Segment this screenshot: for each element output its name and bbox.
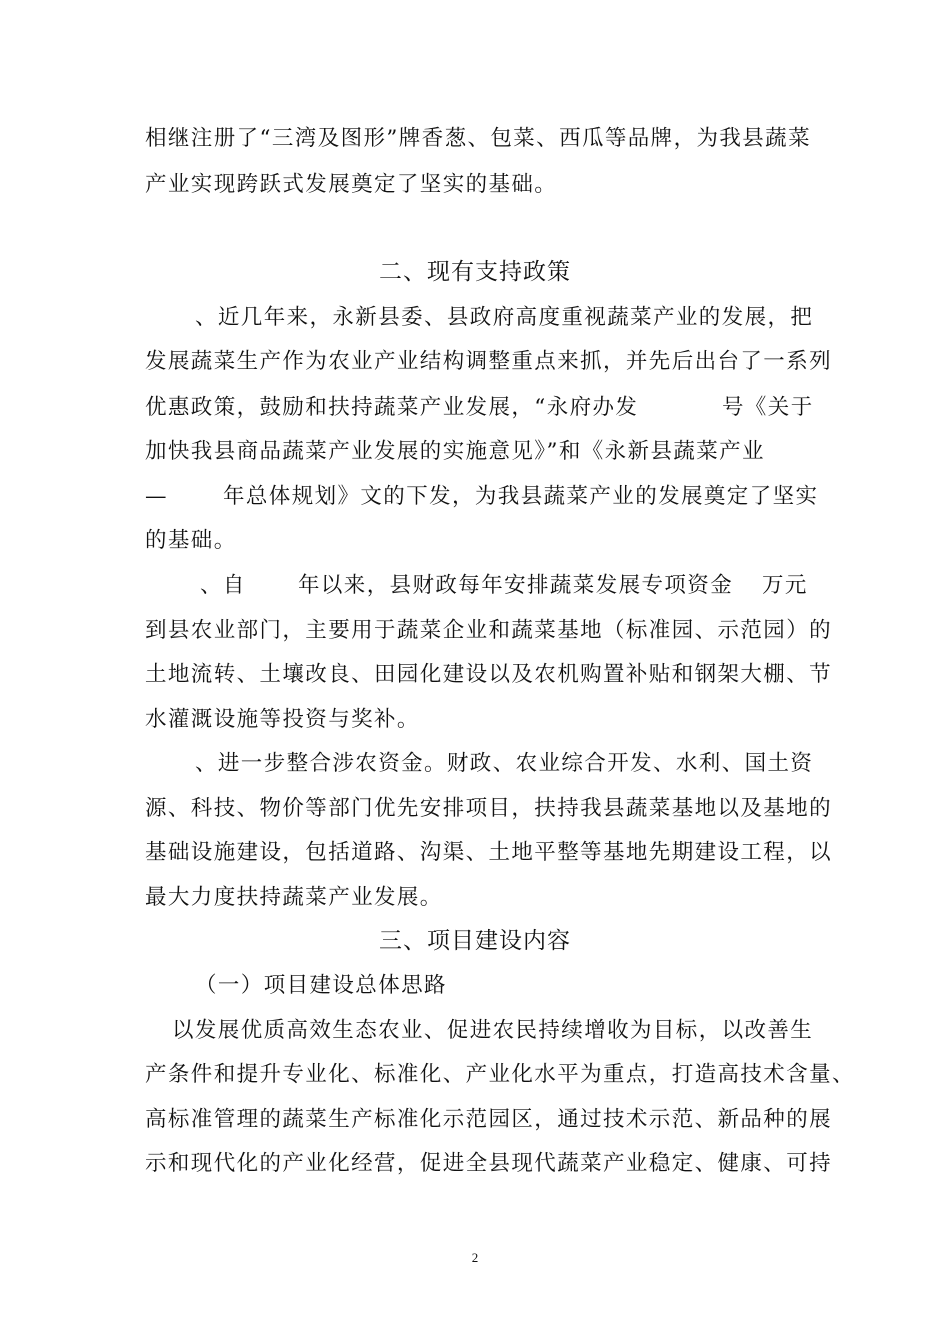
paragraph-segment: — — [145, 484, 168, 509]
paragraph-line: 示和现代化的产业化经营，促进全县现代蔬菜产业稳定、健康、可持 — [145, 1151, 833, 1176]
paragraph-line — [145, 482, 819, 512]
paragraph-line: 相继注册了“三湾及图形”牌香葱、包菜、西瓜等品牌，为我县蔬菜 — [145, 126, 811, 151]
paragraph-line: 基础设施建设，包括道路、沟渠、土地平整等基地先期建设工程，以 — [145, 840, 833, 865]
paragraph-line: 水灌溉设施等投资与奖补。 — [145, 707, 420, 732]
paragraph-line: 最大力度扶持蔬菜产业发展。 — [145, 885, 443, 910]
section-heading-2: 二、现有支持政策 — [379, 259, 571, 285]
paragraph-segment: 万元 — [762, 573, 808, 598]
subsection-heading: （一）项目建设总体思路 — [195, 973, 447, 998]
paragraph-line: 产业实现跨跃式发展奠定了坚实的基础。 — [145, 172, 558, 197]
paragraph-line: 的基础。 — [145, 528, 237, 553]
section-heading-3: 三、项目建设内容 — [379, 928, 571, 954]
paragraph-line: 、近几年来，永新县委、县政府高度重视蔬菜产业的发展，把 — [195, 305, 814, 330]
paragraph-line: 以发展优质高效生态农业、促进农民持续增收为目标，以改善生 — [172, 1018, 814, 1043]
paragraph-line: 源、科技、物价等部门优先安排项目，扶持我县蔬菜基地以及基地的 — [145, 796, 833, 821]
paragraph-line: 土地流转、土壤改良、田园化建设以及农机购置补贴和钢架大棚、节 — [145, 662, 833, 687]
paragraph-line: 高标准管理的蔬菜生产标准化示范园区，通过技术示范、新品种的展 — [145, 1107, 833, 1132]
paragraph-line: 发展蔬菜生产作为农业产业结构调整重点来抓，并先后出台了一系列 — [145, 349, 833, 374]
paragraph-line: 产条件和提升专业化、标准化、产业化水平为重点，打造高技术含量、 — [145, 1062, 855, 1087]
paragraph-segment: 优惠政策，鼓励和扶持蔬菜产业发展，“永府办发 — [145, 395, 639, 420]
paragraph-segment: 年以来，县财政每年安排蔬菜发展专项资金 — [298, 573, 734, 598]
paragraph-segment: 号《关于 — [722, 395, 814, 420]
paragraph-segment: 、自 — [200, 573, 246, 598]
paragraph-line: 加快我县商品蔬菜产业发展的实施意见》”和《永新县蔬菜产业 — [145, 439, 765, 464]
page-number: 2 — [471, 1250, 479, 1265]
paragraph-line: 、进一步整合涉农资金。财政、农业综合开发、水利、国土资 — [195, 751, 814, 776]
paragraph-line — [145, 393, 814, 423]
paragraph-segment: 年总体规划》文的下发，为我县蔬菜产业的发展奠定了坚实 — [223, 484, 819, 509]
paragraph-line: 到县农业部门，主要用于蔬菜企业和蔬菜基地（标准园、示范园）的 — [145, 618, 833, 643]
